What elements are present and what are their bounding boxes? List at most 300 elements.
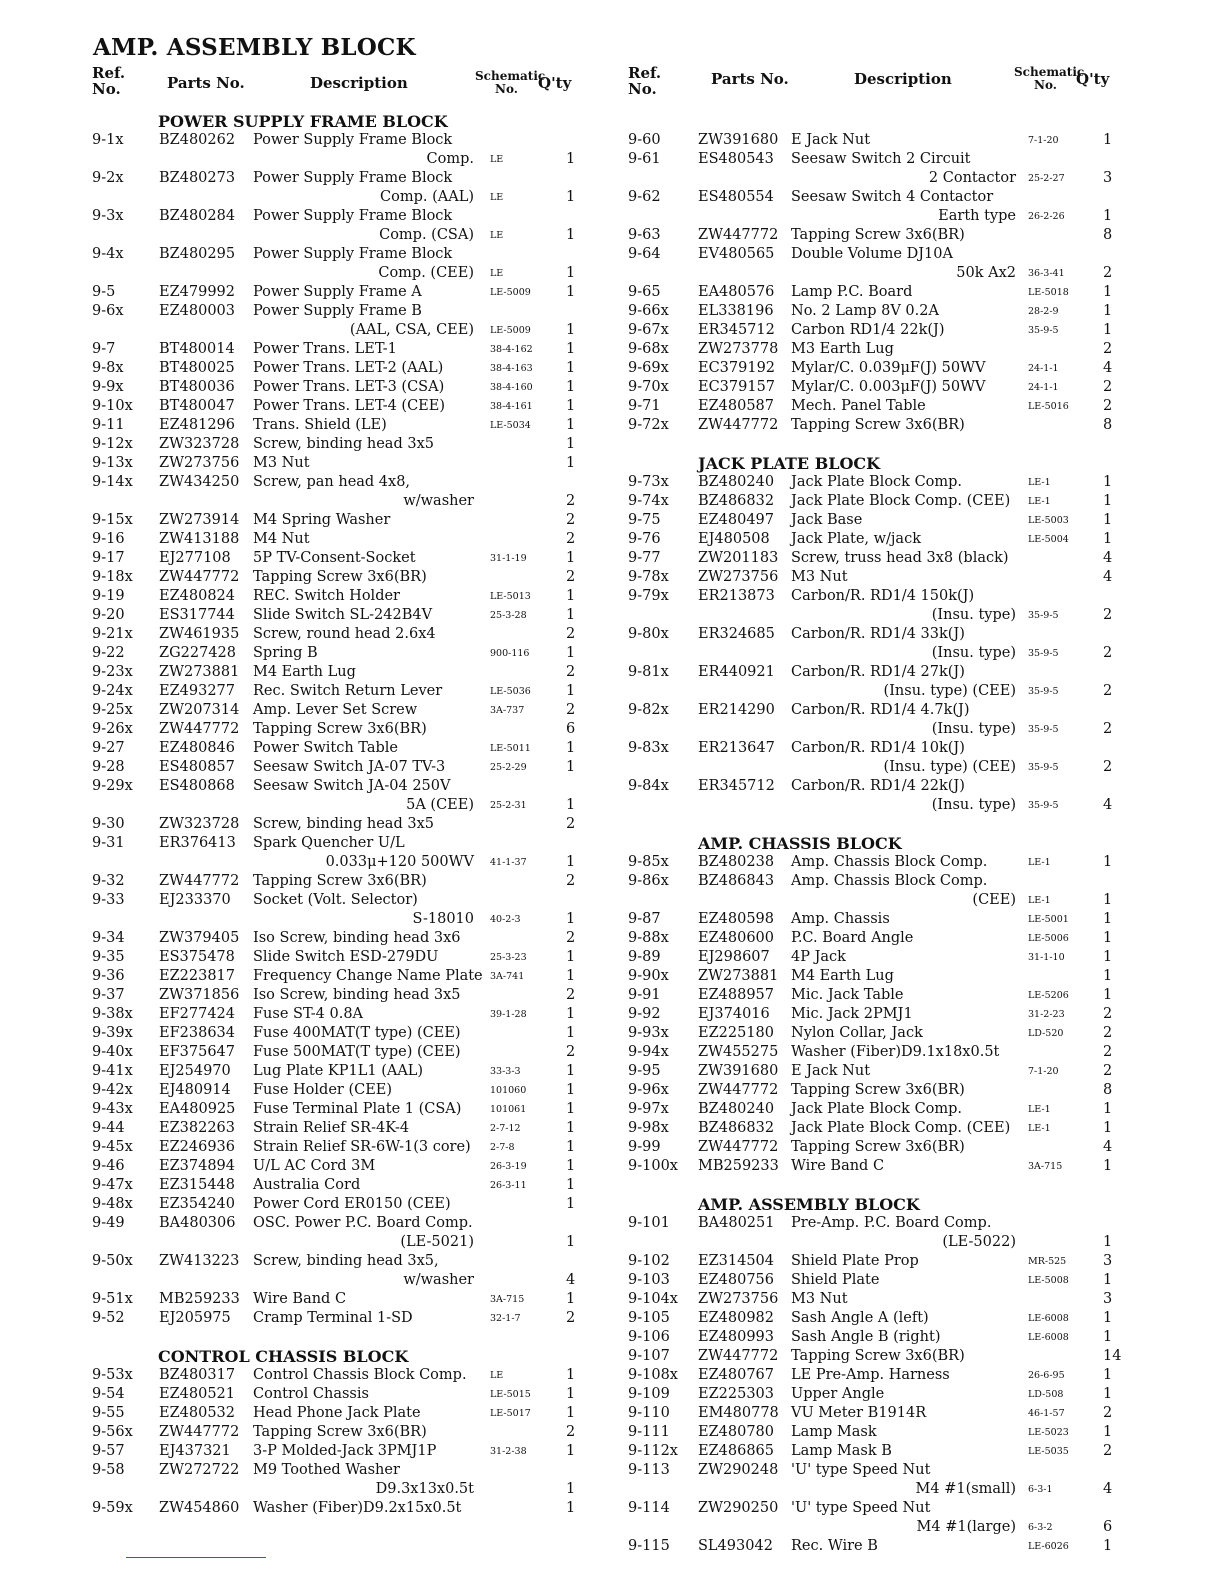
quantity: 1 — [1103, 1101, 1113, 1117]
schematic-number: 40-2-3 — [490, 914, 521, 925]
part-row — [92, 378, 597, 397]
schematic-number: LE-5023 — [1028, 1427, 1069, 1438]
ref-number: 9-1x — [92, 132, 124, 148]
part-row — [92, 1062, 597, 1081]
part-number: EZ314504 — [698, 1253, 775, 1269]
quantity: 2 — [1103, 265, 1113, 281]
description: M3 Nut — [791, 1291, 848, 1307]
description: Slide Switch SL-242B4V — [253, 607, 433, 623]
schematic-number: 24-1-1 — [1028, 363, 1059, 374]
quantity: 1 — [1103, 1310, 1113, 1326]
part-number: ZW323728 — [159, 436, 240, 452]
quantity: 1 — [1103, 930, 1113, 946]
quantity: 1 — [566, 341, 576, 357]
part-row — [92, 169, 597, 188]
part-number: BZ480238 — [698, 854, 775, 870]
schematic-number: 7-1-20 — [1028, 1066, 1059, 1077]
part-row — [92, 929, 597, 948]
part-row-continuation — [628, 606, 1128, 625]
description: Double Volume DJ10A — [791, 246, 953, 262]
part-row-continuation — [628, 169, 1128, 188]
page-title: AMP. ASSEMBLY BLOCK — [93, 34, 416, 61]
quantity: 4 — [1103, 1139, 1113, 1155]
description: M4 Earth Lug — [791, 968, 894, 984]
schematic-number: LE — [490, 268, 504, 279]
part-row — [628, 1005, 1128, 1024]
ref-number: 9-90x — [628, 968, 669, 984]
ref-number: 9-11 — [92, 417, 125, 433]
quantity: 1 — [1103, 132, 1113, 148]
part-row — [92, 815, 597, 834]
part-row — [628, 1499, 1128, 1518]
part-number: BZ480273 — [159, 170, 236, 186]
part-number: EZ480780 — [698, 1424, 775, 1440]
schematic-number: LE-6008 — [1028, 1313, 1069, 1324]
part-row-continuation — [628, 264, 1128, 283]
quantity: 1 — [566, 1367, 576, 1383]
part-row — [628, 1100, 1128, 1119]
schematic-number: 3A-715 — [490, 1294, 525, 1305]
description: Earth type — [938, 208, 1016, 224]
schematic-number: 46-1-57 — [1028, 1408, 1065, 1419]
part-row — [92, 1043, 597, 1062]
description: E Jack Nut — [791, 132, 871, 148]
description: (Insu. type) — [931, 721, 1016, 737]
part-row-continuation — [92, 853, 597, 872]
part-number: MB259233 — [698, 1158, 779, 1174]
description: E Jack Nut — [791, 1063, 871, 1079]
schematic-header-line2: No. — [1034, 77, 1057, 92]
quantity: 1 — [566, 797, 576, 813]
part-number: EZ480497 — [698, 512, 775, 528]
description: 4P Jack — [791, 949, 846, 965]
part-number: EJ254970 — [159, 1063, 231, 1079]
ref-number: 9-98x — [628, 1120, 669, 1136]
part-number: EZ480824 — [159, 588, 236, 604]
part-number: ZW273756 — [698, 1291, 779, 1307]
part-number: EA480925 — [159, 1101, 236, 1117]
part-number: ZW447772 — [159, 569, 240, 585]
description: Fuse Holder (CEE) — [253, 1082, 393, 1098]
quantity: 1 — [566, 1234, 576, 1250]
quantity: 3 — [1103, 170, 1113, 186]
description: Sash Angle B (right) — [791, 1329, 941, 1345]
schematic-number: LE — [490, 230, 504, 241]
part-number: EJ374016 — [698, 1006, 770, 1022]
part-row-continuation — [92, 796, 597, 815]
ref-number: 9-52 — [92, 1310, 125, 1326]
description: Mech. Panel Table — [791, 398, 926, 414]
quantity: 1 — [566, 740, 576, 756]
part-number: ZW413188 — [159, 531, 240, 547]
part-row — [628, 663, 1128, 682]
part-number: ZW207314 — [159, 702, 240, 718]
ref-number: 9-86x — [628, 873, 669, 889]
schematic-number: 33-3-3 — [490, 1066, 521, 1077]
ref-number: 9-113 — [628, 1462, 670, 1478]
quantity: 4 — [566, 1272, 576, 1288]
section-title: POWER SUPPLY FRAME BLOCK — [158, 112, 448, 131]
part-row — [628, 397, 1128, 416]
part-number: ER345712 — [698, 322, 775, 338]
spacer-row — [628, 815, 1128, 834]
part-number: EC379157 — [698, 379, 776, 395]
part-row — [628, 188, 1128, 207]
ref-number: 9-73x — [628, 474, 669, 490]
section-heading — [92, 1347, 597, 1366]
schematic-number: 31-2-38 — [490, 1446, 527, 1457]
quantity: 1 — [1103, 987, 1113, 1003]
part-number: EZ246936 — [159, 1139, 236, 1155]
description: Lamp P.C. Board — [791, 284, 913, 300]
part-row-continuation — [92, 1480, 597, 1499]
schematic-number: 6-3-2 — [1028, 1522, 1053, 1533]
part-row — [628, 1138, 1128, 1157]
part-row — [628, 853, 1128, 872]
description: P.C. Board Angle — [791, 930, 914, 946]
schematic-number: 3A-737 — [490, 705, 525, 716]
part-number: ZW447772 — [698, 1348, 779, 1364]
description: Upper Angle — [791, 1386, 885, 1402]
part-row — [628, 1442, 1128, 1461]
description: (LE-5021) — [400, 1234, 474, 1250]
quantity: 6 — [1103, 1519, 1113, 1535]
ref-number: 9-20 — [92, 607, 125, 623]
part-row-continuation — [628, 207, 1128, 226]
part-row — [628, 568, 1128, 587]
part-number: BZ480295 — [159, 246, 236, 262]
part-number: EJ298607 — [698, 949, 770, 965]
schematic-number: 3A-715 — [1028, 1161, 1063, 1172]
part-row — [92, 1081, 597, 1100]
description: Amp. Lever Set Screw — [253, 702, 418, 718]
description: Washer (Fiber)D9.1x18x0.5t — [791, 1044, 1000, 1060]
part-row-continuation — [628, 758, 1128, 777]
part-number: ZW391680 — [698, 132, 779, 148]
quantity: 2 — [566, 493, 576, 509]
quantity: 1 — [566, 1006, 576, 1022]
part-row — [628, 416, 1128, 435]
ref-number: 9-46 — [92, 1158, 125, 1174]
schematic-number: LE-5008 — [1028, 1275, 1069, 1286]
part-row — [628, 131, 1128, 150]
description: Sash Angle A (left) — [791, 1310, 929, 1326]
schematic-number: 3A-741 — [490, 971, 525, 982]
part-number: ZW201183 — [698, 550, 779, 566]
description: Control Chassis — [253, 1386, 369, 1402]
quantity: 1 — [566, 227, 576, 243]
part-number: BT480036 — [159, 379, 235, 395]
quantity: 2 — [1103, 341, 1113, 357]
description: Strain Relief SR-4K-4 — [253, 1120, 410, 1136]
ref-number: 9-96x — [628, 1082, 669, 1098]
part-number: EZ480982 — [698, 1310, 775, 1326]
schematic-number: LD-508 — [1028, 1389, 1064, 1400]
description: Power Trans. LET-2 (AAL) — [253, 360, 444, 376]
part-number: ZW447772 — [698, 1082, 779, 1098]
description: OSC. Power P.C. Board Comp. — [253, 1215, 473, 1231]
schematic-number: 101060 — [490, 1085, 527, 1096]
quantity: 2 — [1103, 1063, 1113, 1079]
quantity: 1 — [566, 1177, 576, 1193]
part-number: EZ479992 — [159, 284, 236, 300]
part-number: ZG227428 — [159, 645, 237, 661]
part-row — [628, 1404, 1128, 1423]
part-number: BZ480240 — [698, 474, 775, 490]
schematic-number: 25-3-28 — [490, 610, 527, 621]
ref-header-line1: Ref. — [628, 64, 662, 82]
description: U/L AC Cord 3M — [253, 1158, 376, 1174]
part-number: EJ480914 — [159, 1082, 231, 1098]
schematic-number: LD-520 — [1028, 1028, 1064, 1039]
ref-number: 9-9x — [92, 379, 124, 395]
part-number: ZW447772 — [159, 721, 240, 737]
ref-number: 9-68x — [628, 341, 669, 357]
description: Iso Screw, binding head 3x5 — [253, 987, 461, 1003]
description: 3-P Molded-Jack 3PMJ1P — [253, 1443, 437, 1459]
ref-number: 9-51x — [92, 1291, 133, 1307]
description: Power Supply Frame Block — [253, 132, 453, 148]
ref-number: 9-33 — [92, 892, 125, 908]
part-number: BA480306 — [159, 1215, 236, 1231]
description: Shield Plate — [791, 1272, 880, 1288]
schematic-number: 25-3-23 — [490, 952, 527, 963]
description: D9.3x13x0.5t — [375, 1481, 474, 1497]
part-number: EV480565 — [698, 246, 775, 262]
part-number: EL338196 — [698, 303, 774, 319]
quantity: 1 — [1103, 284, 1113, 300]
part-row — [92, 416, 597, 435]
part-number: ZW461935 — [159, 626, 240, 642]
schematic-header-line2: No. — [495, 81, 518, 96]
schematic-number: LE — [490, 192, 504, 203]
part-row — [628, 1366, 1128, 1385]
part-row — [92, 1005, 597, 1024]
right-parts-list — [628, 112, 1128, 1556]
ref-number: 9-107 — [628, 1348, 670, 1364]
quantity: 1 — [566, 417, 576, 433]
part-number: EZ315448 — [159, 1177, 236, 1193]
description: w/washer — [403, 493, 474, 509]
part-number: BA480251 — [698, 1215, 775, 1231]
part-row — [628, 777, 1128, 796]
part-number: EA480576 — [698, 284, 775, 300]
ref-number: 9-57 — [92, 1443, 125, 1459]
part-number: ZW455275 — [698, 1044, 779, 1060]
schematic-number: LE-5035 — [1028, 1446, 1069, 1457]
part-number: EJ480508 — [698, 531, 770, 547]
quantity: 1 — [1103, 968, 1113, 984]
schematic-number: 36-3-41 — [1028, 268, 1065, 279]
part-row — [92, 435, 597, 454]
part-number: EM480778 — [698, 1405, 779, 1421]
description: M4 Nut — [253, 531, 310, 547]
quantity: 1 — [566, 683, 576, 699]
part-row — [92, 359, 597, 378]
schematic-number: 38-4-161 — [490, 401, 533, 412]
part-number: ES480554 — [698, 189, 774, 205]
schematic-number: 25-2-29 — [490, 762, 527, 773]
part-row-continuation — [92, 150, 597, 169]
ref-number: 9-104x — [628, 1291, 678, 1307]
description-header: Description — [854, 70, 952, 88]
description: Tapping Screw 3x6(BR) — [791, 417, 965, 433]
part-number: BT480047 — [159, 398, 235, 414]
part-number: ER214290 — [698, 702, 775, 718]
section-title: CONTROL CHASSIS BLOCK — [158, 1347, 409, 1366]
schematic-number: 32-1-7 — [490, 1313, 521, 1324]
part-row — [628, 1043, 1128, 1062]
part-row — [628, 321, 1128, 340]
part-number: EZ480521 — [159, 1386, 236, 1402]
part-row — [628, 986, 1128, 1005]
ref-number: 9-100x — [628, 1158, 678, 1174]
description: Fuse Terminal Plate 1 (CSA) — [253, 1101, 462, 1117]
part-number: BZ480240 — [698, 1101, 775, 1117]
quantity: 2 — [566, 569, 576, 585]
part-row — [628, 1081, 1128, 1100]
section-heading — [92, 112, 597, 131]
quantity: 4 — [1103, 569, 1113, 585]
part-row — [92, 1404, 597, 1423]
qty-header: Q'ty — [538, 74, 572, 92]
description: Amp. Chassis Block Comp. — [791, 873, 988, 889]
schematic-number: 24-1-1 — [1028, 382, 1059, 393]
ref-number: 9-37 — [92, 987, 125, 1003]
schematic-number: 25-2-27 — [1028, 173, 1065, 184]
part-row — [628, 1119, 1128, 1138]
schematic-number: 38-4-162 — [490, 344, 533, 355]
description: Mylar/C. 0.039μF(J) 50WV — [791, 360, 986, 376]
ref-number: 9-40x — [92, 1044, 133, 1060]
part-number: ER345712 — [698, 778, 775, 794]
part-row — [628, 587, 1128, 606]
quantity: 2 — [566, 1044, 576, 1060]
part-row — [628, 1290, 1128, 1309]
description: Rec. Wire B — [791, 1538, 878, 1554]
ref-number: 9-85x — [628, 854, 669, 870]
description: Tapping Screw 3x6(BR) — [791, 1082, 965, 1098]
part-row — [628, 625, 1128, 644]
description: Washer (Fiber)D9.2x15x0.5t — [253, 1500, 462, 1516]
part-row — [628, 378, 1128, 397]
part-row — [92, 397, 597, 416]
part-row — [92, 758, 597, 777]
part-row-continuation — [92, 264, 597, 283]
quantity: 1 — [566, 360, 576, 376]
ref-number: 9-92 — [628, 1006, 661, 1022]
ref-number: 9-94x — [628, 1044, 669, 1060]
description: (Insu. type) (CEE) — [883, 683, 1016, 699]
part-number: EF277424 — [159, 1006, 235, 1022]
description: Jack Plate Block Comp. — [791, 1101, 963, 1117]
quantity: 2 — [566, 930, 576, 946]
quantity: 1 — [566, 1196, 576, 1212]
quantity: 1 — [566, 607, 576, 623]
ref-number: 9-63 — [628, 227, 661, 243]
part-number: EZ480767 — [698, 1367, 775, 1383]
schematic-number: 26-6-95 — [1028, 1370, 1065, 1381]
schematic-number: LE-5004 — [1028, 534, 1069, 545]
section-heading — [628, 1195, 1128, 1214]
ref-number: 9-28 — [92, 759, 125, 775]
quantity: 1 — [566, 645, 576, 661]
schematic-number: LE — [490, 1370, 504, 1381]
ref-number: 9-91 — [628, 987, 661, 1003]
part-row-continuation — [92, 910, 597, 929]
ref-number: 9-58 — [92, 1462, 125, 1478]
ref-number: 9-10x — [92, 398, 133, 414]
part-number: EZ493277 — [159, 683, 236, 699]
part-row-continuation — [628, 1480, 1128, 1499]
part-number: ZW272722 — [159, 1462, 240, 1478]
part-row — [92, 454, 597, 473]
description: M9 Toothed Washer — [253, 1462, 400, 1478]
schematic-number: 39-1-28 — [490, 1009, 527, 1020]
schematic-number: 35-9-5 — [1028, 610, 1059, 621]
description: 'U' type Speed Nut — [791, 1462, 931, 1478]
part-row — [92, 1499, 597, 1518]
schematic-number: LE-6008 — [1028, 1332, 1069, 1343]
part-row — [92, 131, 597, 150]
ref-number: 9-80x — [628, 626, 669, 642]
quantity: 1 — [566, 968, 576, 984]
part-row — [92, 1024, 597, 1043]
part-row — [92, 283, 597, 302]
quantity: 1 — [566, 1101, 576, 1117]
ref-number: 9-2x — [92, 170, 124, 186]
part-row-continuation — [92, 188, 597, 207]
quantity: 4 — [1103, 550, 1113, 566]
part-row — [628, 1252, 1128, 1271]
description: (Insu. type) — [931, 797, 1016, 813]
description: Seesaw Switch 2 Circuit — [791, 151, 971, 167]
part-number: EJ205975 — [159, 1310, 231, 1326]
description: Amp. Chassis Block Comp. — [791, 854, 988, 870]
description: Screw, truss head 3x8 (black) — [791, 550, 1009, 566]
ref-number: 9-97x — [628, 1101, 669, 1117]
part-number: ZW391680 — [698, 1063, 779, 1079]
part-number: EZ480993 — [698, 1329, 775, 1345]
quantity: 1 — [1103, 911, 1113, 927]
quantity: 2 — [1103, 398, 1113, 414]
ref-number: 9-81x — [628, 664, 669, 680]
schematic-header-line1: Schematic — [475, 69, 546, 83]
schematic-number: MR-525 — [1028, 1256, 1067, 1267]
left-column — [92, 62, 597, 1518]
ref-number: 9-6x — [92, 303, 124, 319]
schematic-number: LE-5011 — [490, 743, 531, 754]
description: (CEE) — [972, 892, 1016, 908]
description: Power Supply Frame Block — [253, 246, 453, 262]
quantity: 1 — [1103, 322, 1113, 338]
part-row — [628, 872, 1128, 891]
part-row — [92, 302, 597, 321]
ref-number: 9-16 — [92, 531, 125, 547]
quantity: 1 — [566, 189, 576, 205]
part-row — [92, 1195, 597, 1214]
quantity: 8 — [1103, 417, 1113, 433]
ref-header-line1: Ref. — [92, 64, 126, 82]
description: Jack Plate, w/jack — [791, 531, 921, 547]
spacer-row — [92, 1328, 597, 1347]
ref-number: 9-102 — [628, 1253, 670, 1269]
part-number: ZW379405 — [159, 930, 240, 946]
spacer-row — [628, 1176, 1128, 1195]
description: (AAL, CSA, CEE) — [349, 322, 474, 338]
description: Nylon Collar, Jack — [791, 1025, 923, 1041]
spacer-row — [628, 435, 1128, 454]
